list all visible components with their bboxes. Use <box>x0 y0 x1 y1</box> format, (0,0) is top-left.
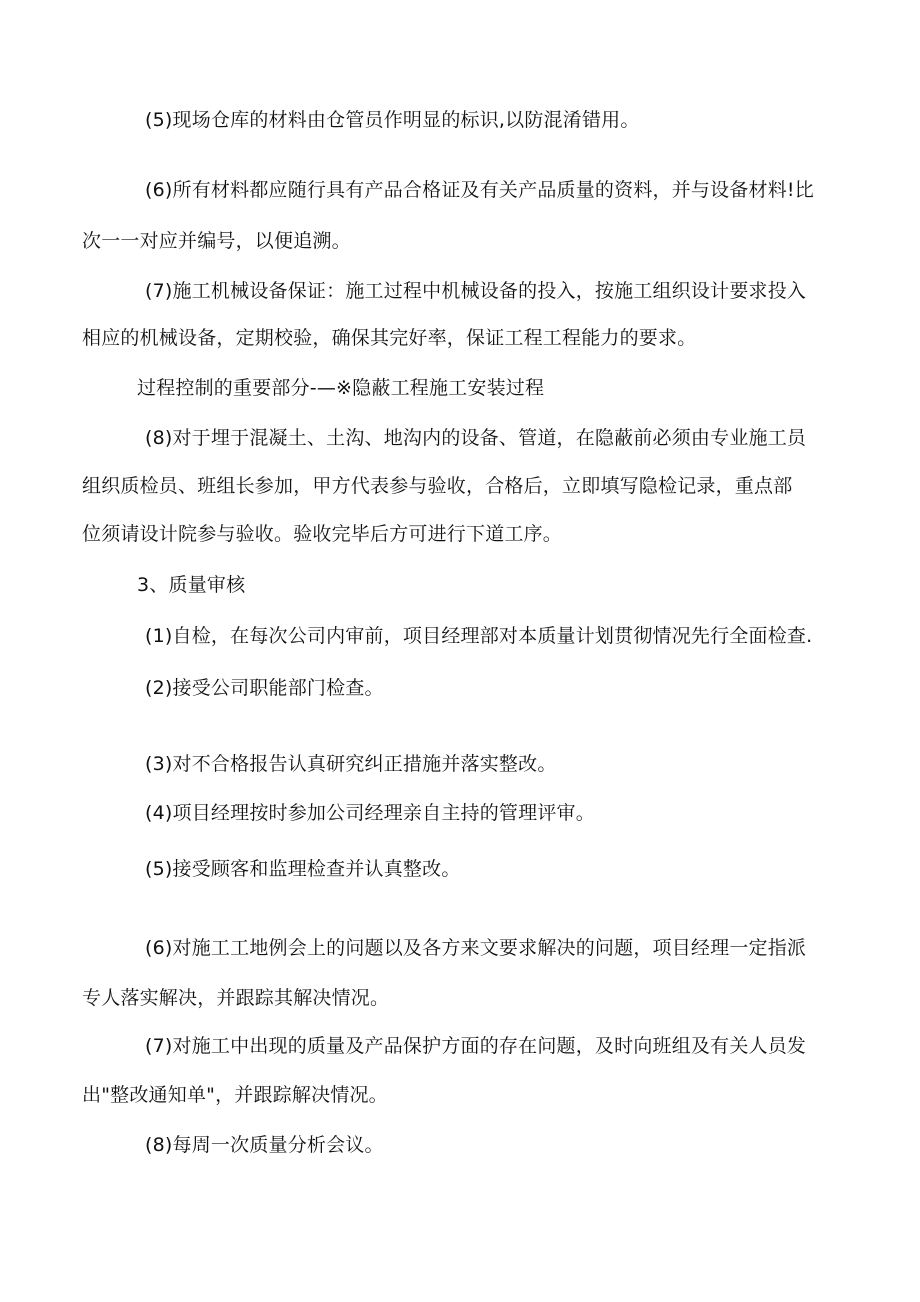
text-line: (7)施工机械设备保证：施工过程中机械设备的投入，按施工组织设计要求投入 <box>145 280 807 302</box>
text-line: (6)对施工工地例会上的问题以及各方来文要求解决的问题，项目经理一定指派 <box>145 937 807 959</box>
text-line: (8)对于埋于混凝土、土沟、地沟内的设备、管道，在隐蔽前必须由专业施工员 <box>145 427 807 449</box>
text-line: (2)接受公司职能部门检查。 <box>145 677 384 699</box>
text-line: 组织质检员、班组长参加，甲方代表参与验收，合格后，立即填写隐检记录，重点部 <box>82 475 793 497</box>
section-heading: 3、质量审核 <box>137 574 246 596</box>
text-line: 相应的机械设备，定期校验，确保其完好率，保证工程工程能力的要求。 <box>82 327 697 349</box>
text-line: (5)现场仓库的材料由仓管员作明显的标识,以防混淆错用。 <box>145 109 640 131</box>
text-line: 次一一对应并编号，以便追溯。 <box>82 230 351 252</box>
text-line: 专人落实解决，并跟踪其解决情况。 <box>82 987 390 1009</box>
text-line: 出"整改通知单"，并跟踪解决情况。 <box>82 1084 388 1106</box>
text-line: (3)对不合格报告认真研究纠正措施并落实整改。 <box>145 753 557 775</box>
text-line: (5)接受顾客和监理检查并认真整改。 <box>145 858 461 880</box>
text-line: (6)所有材料都应随行具有产品合格证及有关产品质量的资料，并与设备材料!比 <box>145 179 814 201</box>
text-line: (4)项目经理按时参加公司经理亲自主持的管理评审。 <box>145 802 595 824</box>
text-line: (7)对施工中出现的质量及产品保护方面的存在问题，及时向班组及有关人员发 <box>145 1035 807 1057</box>
text-line: (8)每周一次质量分析会议。 <box>145 1134 384 1156</box>
text-line: (1)自检，在每次公司内审前，项目经理部对本质量计划贯彻情况先行全面检查. <box>145 625 813 647</box>
section-heading: 过程控制的重要部分-—※隐蔽工程施工安装过程 <box>137 377 545 399</box>
text-line: 位须请设计院参与验收。验收完毕后方可进行下道工序。 <box>82 523 563 545</box>
